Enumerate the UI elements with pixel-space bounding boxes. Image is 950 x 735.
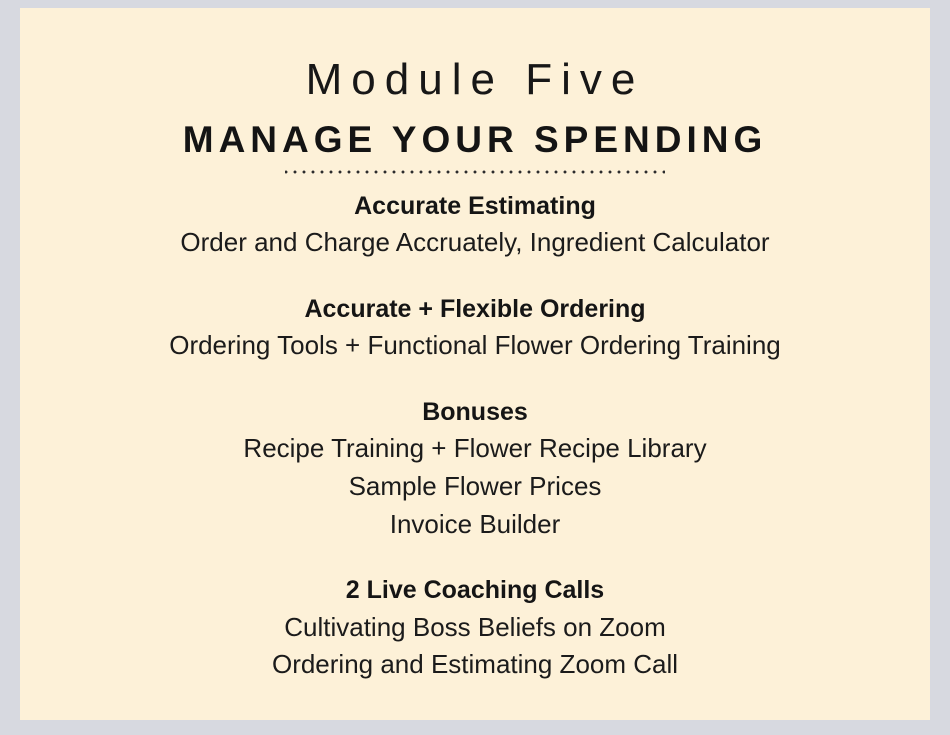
section-accurate-estimating — [80, 191, 870, 262]
section-line: Recipe Training + Flower Recipe Library — [243, 433, 707, 464]
dotted-divider — [285, 169, 665, 175]
section-accurate-flexible-ordering — [80, 294, 870, 365]
section-line: Invoice Builder — [389, 508, 561, 539]
page-title: MANAGE YOUR SPENDING — [182, 119, 768, 161]
slide-canvas — [20, 8, 930, 720]
section-heading: 2 Live Coaching Calls — [345, 576, 605, 605]
section-line: Ordering and Estimating Zoom Call — [271, 649, 679, 680]
section-heading: Bonuses — [422, 397, 528, 426]
section-line: Order and Charge Accruately, Ingredient Calculator — [180, 227, 770, 258]
section-heading: Accurate + Flexible Ordering — [304, 295, 646, 324]
section-line: Sample Flower Prices — [348, 470, 602, 501]
section-heading: Accurate Estimating — [354, 192, 596, 221]
section-line: Ordering Tools + Functional Flower Ordering Training — [169, 330, 781, 361]
module-label: Module Five — [305, 55, 645, 104]
section-line: Cultivating Boss Beliefs on Zoom — [284, 611, 666, 642]
section-bonuses — [80, 397, 870, 543]
section-live-coaching-calls — [80, 575, 870, 684]
